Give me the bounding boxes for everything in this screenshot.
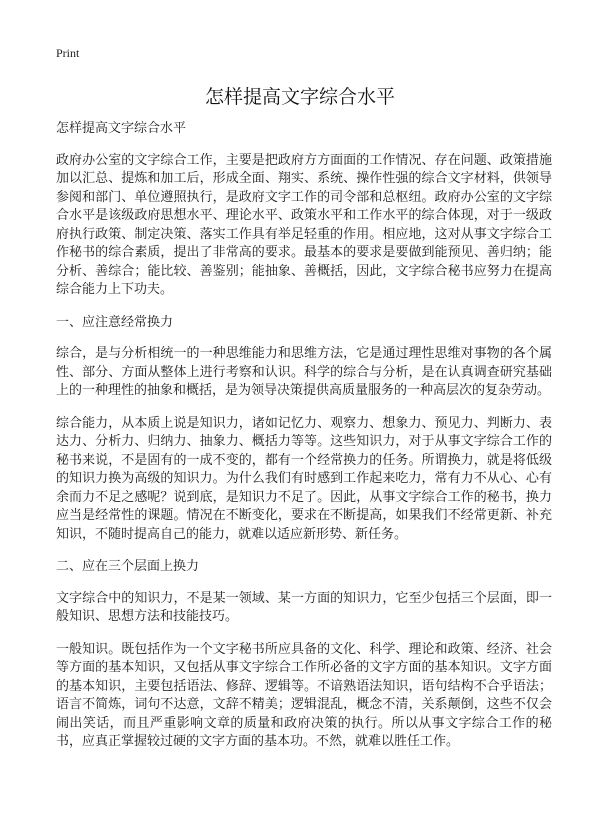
paragraph-synthesis: 综合，是与分析相统一的一种思维能力和思维方法，它是通过理性思维对事物的各个属性、部分、方面从整体上进行考察和认识。科学的综合与分析，是在认真调查研究基础上的一种理性的抽象和概括，是为领导决策提供高质量服务的一种高层次的复杂劳动。	[56, 346, 552, 398]
paragraph-general-knowledge: 一般知识。既包括作为一个文字秘书所应具备的文化、科学、理论和政策、经济、社会等方面的基本知识，又包括从事文字综合工作所必备的文字方面的基本知识。文字方面的基本知识，主要包括语法、修辞、逻辑等。不谙熟语法知识，语句结构不合乎语法；语言不简炼，词句不达意，文辞不精美；逻辑混乱，概念不清，关系颠倒，这些不仅会闹出笑话，而且严重影响文章的质量和政府决策的执行。所以从事文字综合工作的秘书，应真正掌握较过硬的文字方面的基本功。不然，就难以胜任工作。	[56, 641, 552, 749]
section-heading-1: 一、应注意经常换力	[56, 314, 174, 330]
article-subtitle: 怎样提高文字综合水平	[56, 121, 187, 136]
print-link[interactable]: Print	[56, 46, 80, 60]
paragraph-intro: 政府办公室的文字综合工作，主要是把政府方方面面的工作情况、存在问题、政策措施加以汇总、提炼和加工后，形成全面、翔实、系统、操作性强的综合文字材料，供领导参阅和部门、单位遵照执行，是政府文字工作的司令部和总枢纽。政府办公室的文字综合水平是该级政府思想水平、理论水平、政策水平和工作水平的综合体现，对于一级政府执行政策、制定决策、落实工作具有举足轻重的作用。相应地，这对从事文字综合工作秘书的综合素质，提出了非常高的要求。最基本的要求是要做到能预见、善归纳；能分析、善综合；能比较、善鉴别；能抽象、善概括，因此，文字综合秘书应努力在提高综合能力上下功夫。	[56, 152, 552, 297]
article-body	[56, 120, 552, 766]
section-heading-2: 二、应在三个层面上换力	[56, 559, 200, 574]
paragraph-three-levels: 文字综合中的知识力，不是某一领域、某一方面的知识力，它至少包括三个层面，即一般知识、思想方法和技能技巧。	[56, 590, 552, 624]
page-title: 怎样提高文字综合水平	[204, 86, 395, 108]
paragraph-knowledge-power: 综合能力，从本质上说是知识力，诸如记忆力、观察力、想象力、预见力、判断力、表达力、分析力、归纳力、抽象力、概括力等等。这些知识力，对于从事文字综合工作的秘书来说，不是固有的一成不变的，都有一个经常换力的任务。所谓换力，就是将低级的知识力换为高级的知识力。为什么我们有时感到工作起来吃力，常有力不从心、心有余而力不足之感呢？说到底，是知识力不足了。因此，从事文字综合工作的秘书，换力应当是经常性的课题。情况在不断变化，要求在不断提高，如果我们不经常更新、补充知识，不随时提高自己的能力，就难以适应新形势、新任务。	[56, 415, 552, 542]
